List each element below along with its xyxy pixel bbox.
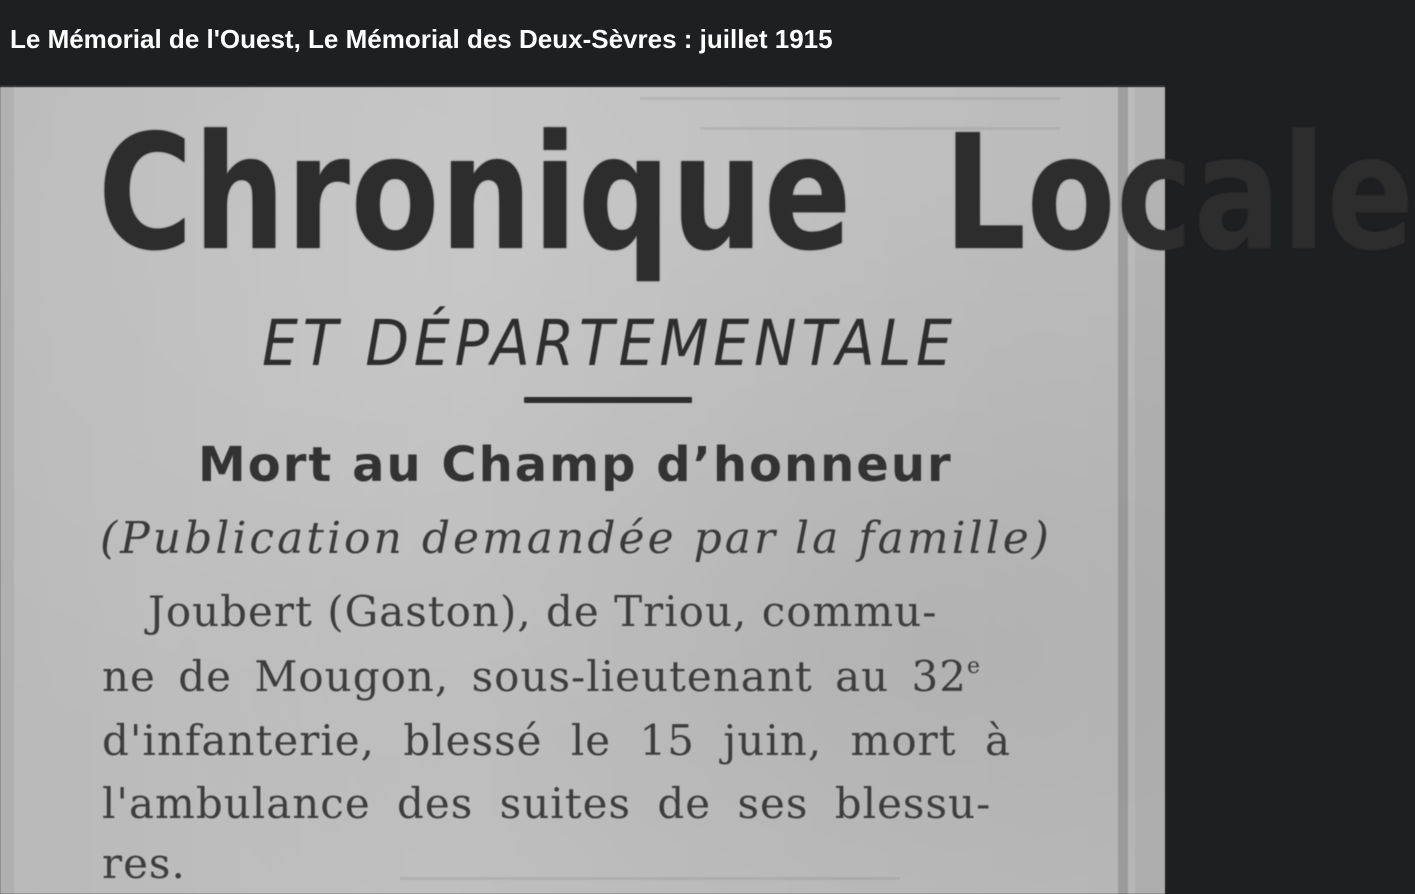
paper-edge-left xyxy=(0,87,14,894)
show-through-line xyxy=(400,877,900,880)
newspaper-scan-image xyxy=(0,87,1415,894)
headline: Chronique Locale xyxy=(98,101,1415,287)
ordinal-superscript: e xyxy=(967,654,982,679)
article-line: l'ambulance des suites de ses blessu- xyxy=(102,779,992,828)
article-line: Joubert (Gaston), de Triou, commu- xyxy=(148,587,938,636)
separator-rule xyxy=(524,397,692,403)
page-title: Le Mémorial de l'Ouest, Le Mémorial des Deux-Sèvres : juillet 1915 xyxy=(10,24,833,54)
title-bar xyxy=(0,0,1165,86)
article-line: res. xyxy=(102,839,186,888)
article-line: d'infanterie, blessé le 15 juin, mort à xyxy=(102,716,1011,765)
article-line-text: ne de Mougon, sous-lieutenant au 32 xyxy=(102,652,968,701)
article-line xyxy=(102,652,981,701)
article-title: Mort au Champ d’honneur xyxy=(198,437,953,493)
subheadline: ET DÉPARTEMENTALE xyxy=(262,307,957,381)
article-note: (Publication demandée par la famille) xyxy=(100,513,1052,564)
